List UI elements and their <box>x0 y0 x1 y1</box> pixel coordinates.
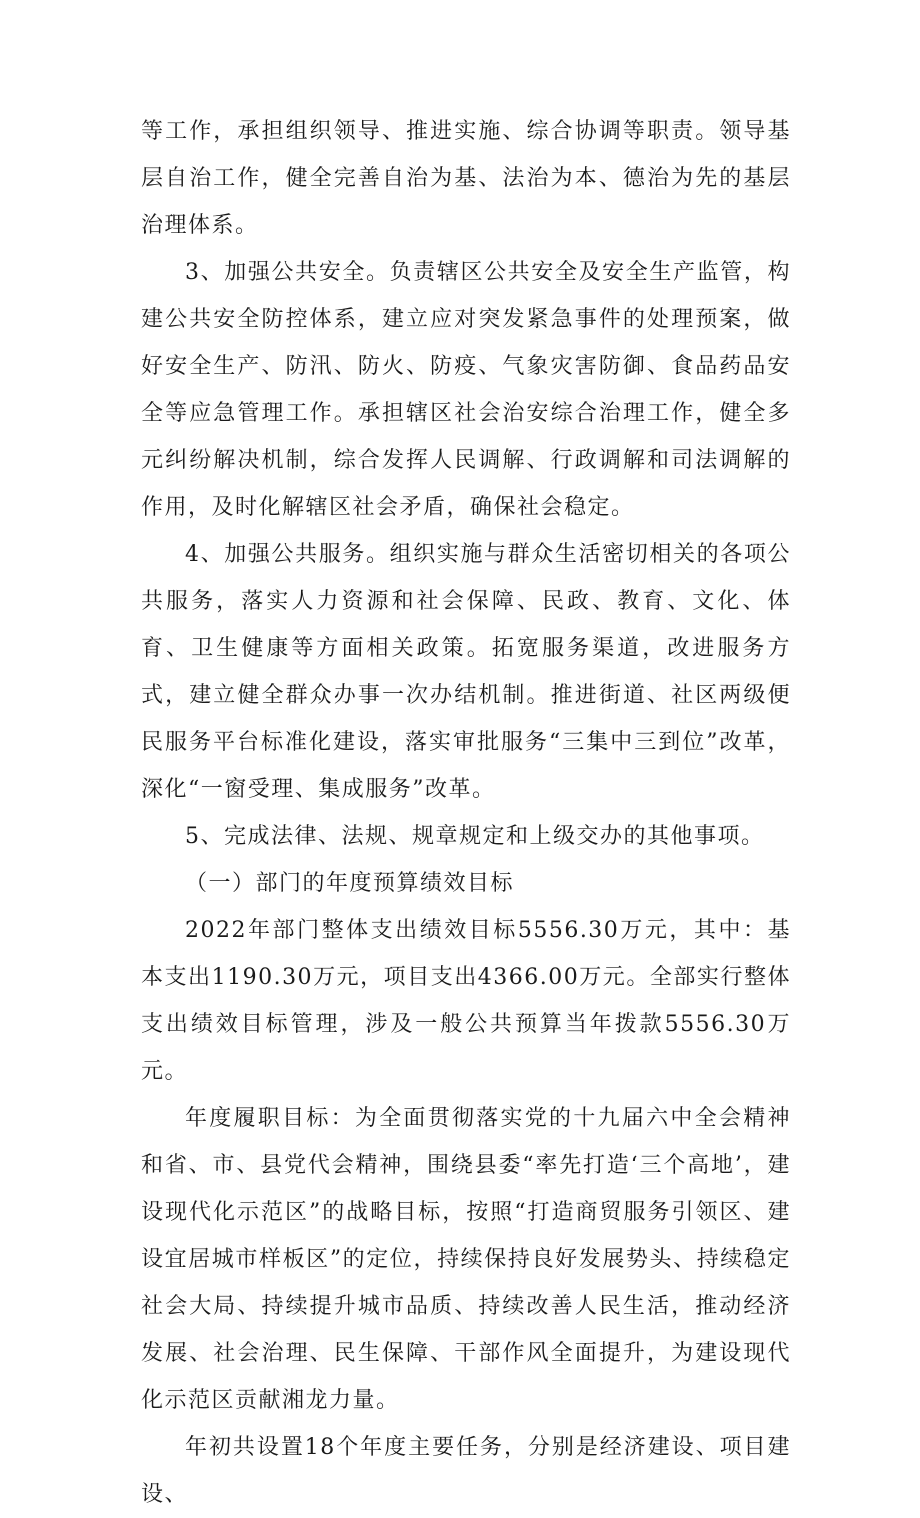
paragraph-public-safety: 3、加强公共安全。负责辖区公共安全及安全生产监管，构建公共安全防控体系，建立应对突发紧急事件的处理预案，做好安全生产、防汛、防火、防疫、气象灾害防御、食品药品安全等应急管理工作。承担辖区社会治安综合治理工作，健全多元纠纷解决机制，综合发挥人民调解、行政调解和司法调解的作用，及时化解辖区社会矛盾，确保社会稳定。 <box>141 260 791 520</box>
section-heading-budget-goals: （一）部门的年度预算绩效目标 <box>185 871 515 896</box>
paragraph-other-matters: 5、完成法律、法规、规章规定和上级交办的其他事项。 <box>185 824 765 849</box>
paragraph-duties-continuation: 等工作，承担组织领导、推进实施、综合协调等职责。领导基层自治工作，健全完善自治为基、法治为本、德治为先的基层治理体系。 <box>141 119 791 238</box>
paragraph-public-service: 4、加强公共服务。组织实施与群众生活密切相关的各项公共服务，落实人力资源和社会保障、民政、教育、文化、体育、卫生健康等方面相关政策。拓宽服务渠道，改进服务方式，建立健全群众办事一次办结机制。推进街道、社区两级便民服务平台标准化建设，落实审批服务“三集中三到位”改革，深化“一窗受理、集成服务”改革。 <box>141 542 791 802</box>
document-body <box>141 108 791 1518</box>
paragraph-annual-goals: 年度履职目标：为全面贯彻落实党的十九届六中全会精神和省、市、县党代会精神，围绕县委“率先打造‘三个高地’，建设现代化示范区”的战略目标，按照“打造商贸服务引领区、建设宜居城市样板区”的定位，持续保持良好发展势头、持续稳定社会大局、持续提升城市品质、持续改善人民生活，推动经济发展、社会治理、民生保障、干部作风全面提升，为建设现代化示范区贡献湘龙力量。 <box>141 1106 791 1413</box>
paragraph-budget-targets: 2022年部门整体支出绩效目标5556.30万元，其中：基本支出1190.30万元，项目支出4366.00万元。全部实行整体支出绩效目标管理，涉及一般公共预算当年拨款5556.30万元。 <box>141 918 791 1084</box>
paragraph-annual-tasks: 年初共设置18个年度主要任务，分别是经济建设、项目建设、 <box>141 1435 791 1507</box>
